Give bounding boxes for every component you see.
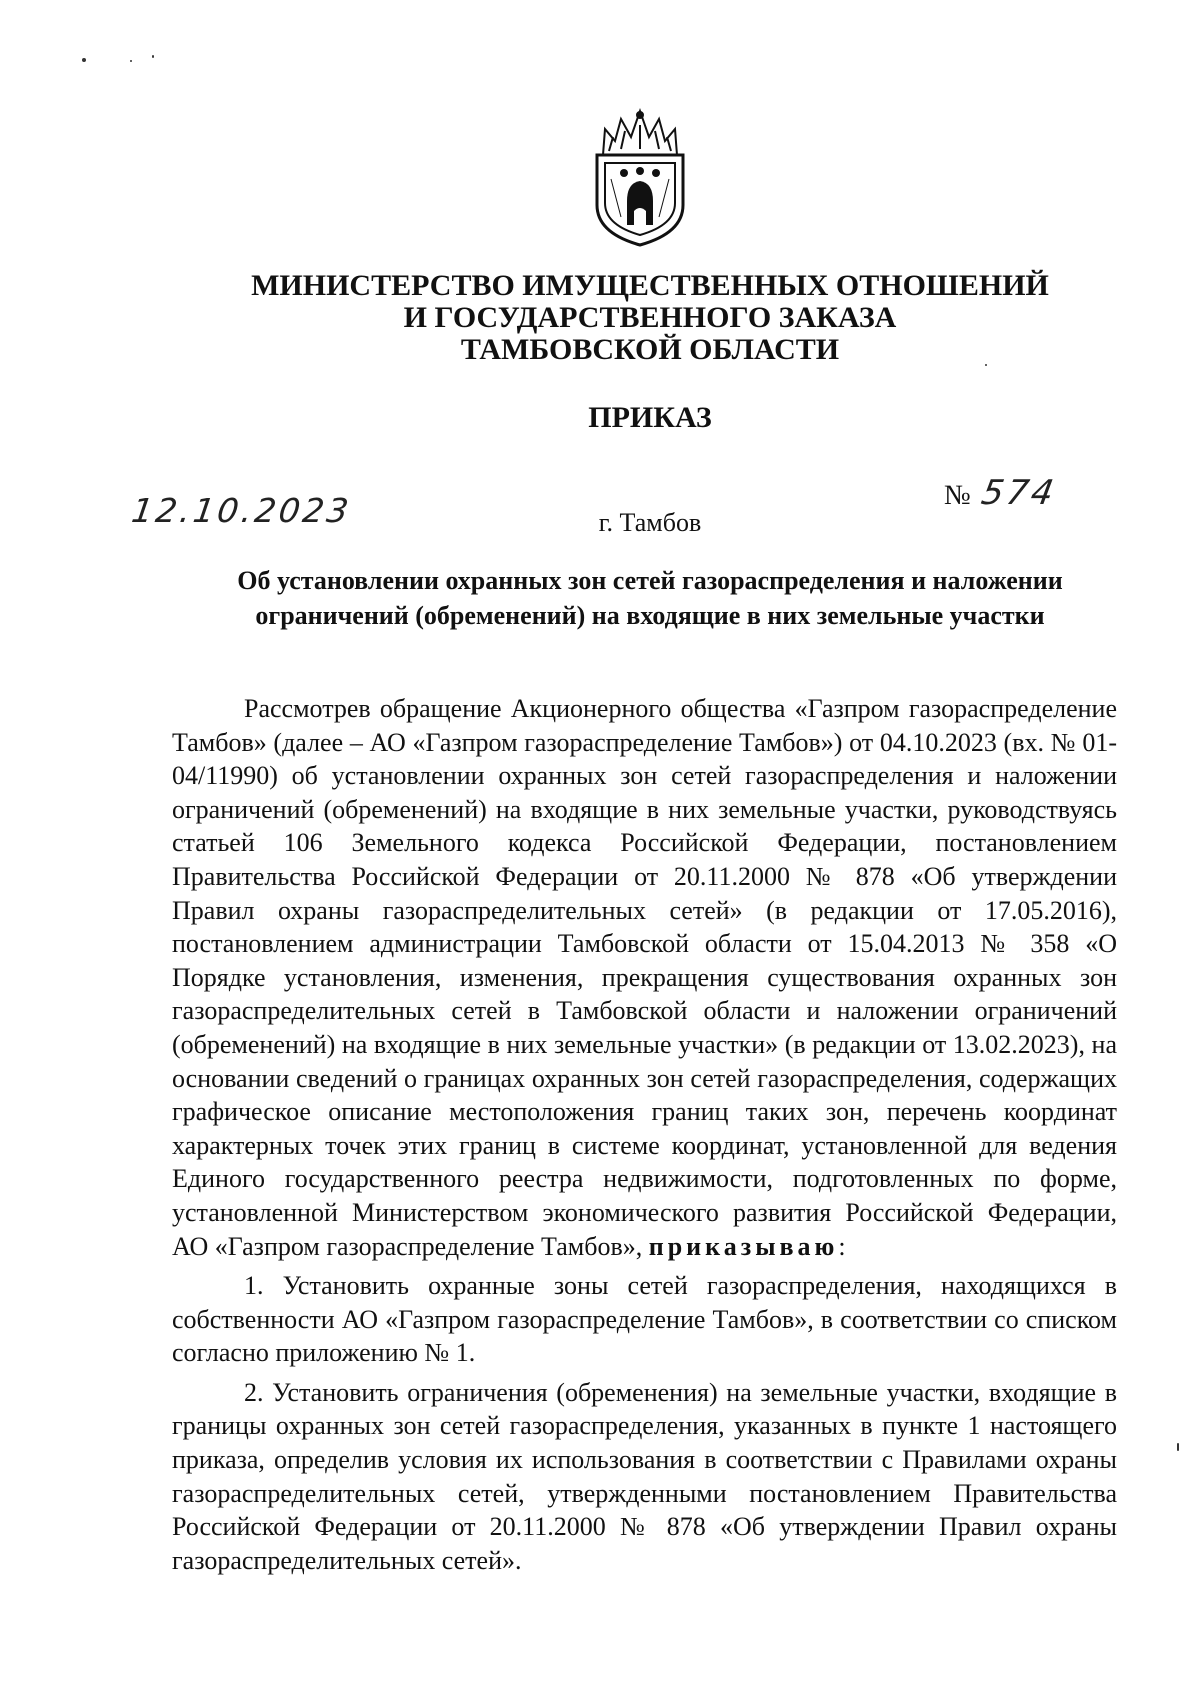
- preamble-end: :: [838, 1231, 846, 1261]
- handwritten-number: 574: [978, 473, 1060, 513]
- document-title-line: Об установлении охранных зон сетей газораспределения и наложении: [237, 566, 1063, 595]
- body-paragraph-preamble: [172, 692, 1117, 1263]
- scan-speck: [130, 60, 132, 62]
- ministry-name-line: МИНИСТЕРСТВО ИМУЩЕСТВЕННЫХ ОТНОШЕНИЙ: [251, 269, 1049, 302]
- document-title: [150, 563, 1150, 633]
- scan-speck: [152, 55, 154, 58]
- ministry-name-line: ТАМБОВСКОЙ ОБЛАСТИ: [460, 333, 840, 366]
- body-paragraph-item-2: 2. Установить ограничения (обременения) на земельные участки, входящие в границы охранных зон сетей газораспределения, указанных в пункте 1 настоящего приказа, определив условия их использования в соответствии с Правилами охраны газораспределительных сетей, утвержденными постановлением Правительства Российской Федерации от 20.11.2000 № 878 «Об утверждении Правил охраны газораспределительных сетей».: [172, 1377, 1117, 1575]
- scan-speck: [82, 58, 86, 62]
- scan-speck: [1177, 1443, 1179, 1451]
- body-paragraph-item-1: 1. Установить охранные зоны сетей газораспределения, находящихся в собственности АО «Газпром газораспределение Тамбов», в соответствии со списком согласно приложению № 1.: [172, 1271, 1117, 1368]
- order-word: приказываю: [648, 1231, 839, 1261]
- preamble-text: Рассмотрев обращение Акционерного общества «Газпром газораспределение Тамбов» (далее – АО «Газпром газораспределение Тамбов») от 04.10.2023 (вх. № 01-04/11990) об установлении охранных зон сетей газораспределения и наложении ограничений (обременений) на входящие в них земельные участки, руководствуясь статьей 106 Земельного кодекса Российской Федерации, постановлением Правительства Российской Федерации от 20.11.2000 № 878 «Об утверждении Правил охраны газораспределительных сетей» (в редакции от 17.05.2016), постановлением администрации Тамбовской области от 15.04.2013 № 358 «О Порядке установления, изменения, прекращения существования охранных зон газораспределительных сетей в Тамбовской области и наложении ограничений (обременений) на входящие в них земельные участки» (в редакции от 13.02.2023), на основании сведений о границах охранных зон сетей газораспределения, содержащих графическое описание местоположения границ таких зон, перечень координат характерных точек этих границ в системе координат, установленной для ведения Единого государственного реестра недвижимости, подготовленных по форме, установленной Министерством экономического развития Российской Федерации, АО «Газпром газораспределение Тамбов»,: [172, 694, 1117, 1261]
- document-number: [944, 473, 1060, 513]
- document-type-heading: ПРИКАЗ: [588, 401, 712, 434]
- document-title-line: ограничений (обременений) на входящие в них земельные участки: [255, 601, 1045, 630]
- document-body: [172, 692, 1117, 1577]
- ministry-name: [150, 270, 1150, 366]
- coat-of-arms-emblem: [591, 107, 689, 247]
- number-sign: №: [944, 480, 971, 511]
- ministry-name-line: И ГОСУДАРСТВЕННОГО ЗАКАЗА: [403, 301, 897, 334]
- handwritten-date: 12.10.2023: [129, 491, 354, 530]
- city-line: г. Тамбов: [598, 508, 702, 537]
